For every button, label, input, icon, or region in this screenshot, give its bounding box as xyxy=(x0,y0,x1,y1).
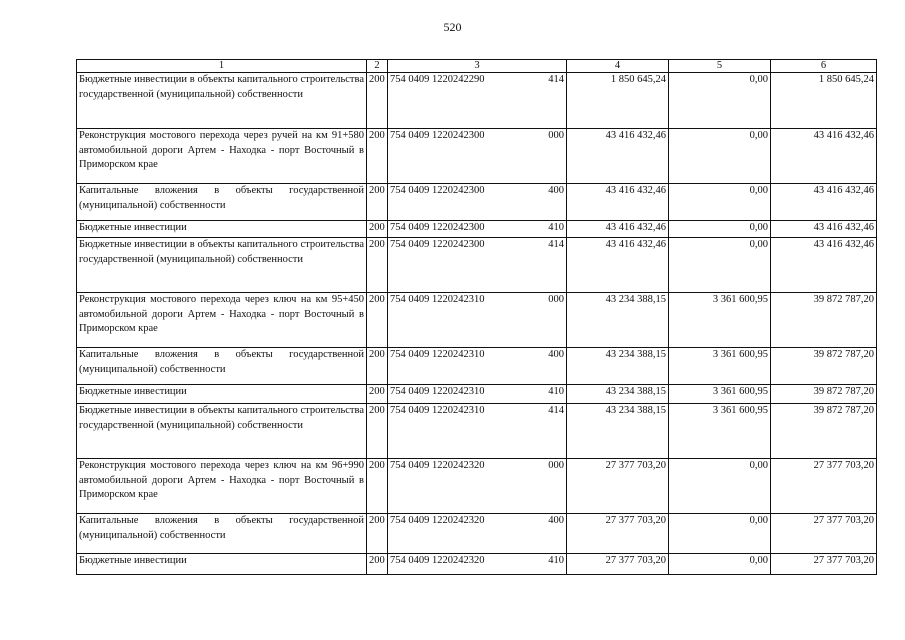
table-row xyxy=(77,385,877,404)
row-code-cell xyxy=(388,221,567,238)
row-kvr: 410 xyxy=(548,555,564,566)
row-code-cell xyxy=(388,554,567,575)
column-header-6: 6 xyxy=(771,60,877,73)
row-col6: 43 416 432,46 xyxy=(771,184,877,221)
row-col6: 43 416 432,46 xyxy=(771,238,877,293)
row-col6: 27 377 703,20 xyxy=(771,554,877,575)
row-name: Бюджетные инвестиции в объекты капитального строительства государственной (муниципальной) собственности xyxy=(77,404,367,459)
row-code-cell xyxy=(388,404,567,459)
table-row xyxy=(77,238,877,293)
row-col2: 200 xyxy=(367,514,388,554)
row-col6: 27 377 703,20 xyxy=(771,459,877,514)
row-code: 754 0409 1220242310 xyxy=(390,294,485,305)
row-col5: 0,00 xyxy=(669,73,771,129)
row-col4: 43 416 432,46 xyxy=(567,184,669,221)
row-col6: 1 850 645,24 xyxy=(771,73,877,129)
row-col2: 200 xyxy=(367,129,388,184)
row-col4: 43 416 432,46 xyxy=(567,238,669,293)
row-code-cell xyxy=(388,238,567,293)
row-code: 754 0409 1220242310 xyxy=(390,405,485,416)
row-name: Капитальные вложения в объекты государственной (муниципальной) собственности xyxy=(77,348,367,385)
row-code: 754 0409 1220242310 xyxy=(390,386,485,397)
row-name: Реконструкция мостового перехода через ключ на км 95+450 автомобильной дороги Артем - Находка - порт Восточный в Приморском крае xyxy=(77,293,367,348)
row-code: 754 0409 1220242300 xyxy=(390,239,485,250)
row-col4: 43 416 432,46 xyxy=(567,221,669,238)
row-kvr: 414 xyxy=(548,239,564,250)
row-col2: 200 xyxy=(367,554,388,575)
row-col2: 200 xyxy=(367,73,388,129)
row-col4: 27 377 703,20 xyxy=(567,459,669,514)
row-kvr: 400 xyxy=(548,515,564,526)
row-col4: 43 234 388,15 xyxy=(567,385,669,404)
row-name: Реконструкция мостового перехода через ключ на км 96+990 автомобильной дороги Артем - Находка - порт Восточный в Приморском крае xyxy=(77,459,367,514)
row-code-cell xyxy=(388,514,567,554)
column-header-5: 5 xyxy=(669,60,771,73)
row-col2: 200 xyxy=(367,221,388,238)
row-code: 754 0409 1220242320 xyxy=(390,515,485,526)
row-col5: 0,00 xyxy=(669,184,771,221)
row-name: Реконструкция мостового перехода через ручей на км 91+580 автомобильной дороги Артем - Находка - порт Восточный в Приморском крае xyxy=(77,129,367,184)
row-code: 754 0409 1220242320 xyxy=(390,460,485,471)
row-name: Бюджетные инвестиции в объекты капитального строительства государственной (муниципальной) собственности xyxy=(77,238,367,293)
row-col2: 200 xyxy=(367,293,388,348)
row-kvr: 000 xyxy=(548,294,564,305)
row-col6: 43 416 432,46 xyxy=(771,129,877,184)
row-col6: 43 416 432,46 xyxy=(771,221,877,238)
row-col6: 39 872 787,20 xyxy=(771,404,877,459)
row-name: Бюджетные инвестиции xyxy=(77,221,367,238)
table-row xyxy=(77,293,877,348)
row-col5: 3 361 600,95 xyxy=(669,293,771,348)
row-name: Капитальные вложения в объекты государственной (муниципальной) собственности xyxy=(77,184,367,221)
row-kvr: 414 xyxy=(548,405,564,416)
row-name: Бюджетные инвестиции xyxy=(77,554,367,575)
page-number: 520 xyxy=(443,20,462,34)
row-kvr: 400 xyxy=(548,349,564,360)
column-header-row xyxy=(77,60,877,73)
row-name: Бюджетные инвестиции xyxy=(77,385,367,404)
row-col2: 200 xyxy=(367,385,388,404)
row-col5: 0,00 xyxy=(669,238,771,293)
row-code-cell xyxy=(388,385,567,404)
row-code: 754 0409 1220242300 xyxy=(390,130,485,141)
row-col5: 3 361 600,95 xyxy=(669,404,771,459)
row-col4: 43 234 388,15 xyxy=(567,348,669,385)
row-code: 754 0409 1220242300 xyxy=(390,185,485,196)
row-col5: 3 361 600,95 xyxy=(669,348,771,385)
row-kvr: 000 xyxy=(548,460,564,471)
row-code-cell xyxy=(388,129,567,184)
row-col4: 43 234 388,15 xyxy=(567,293,669,348)
row-kvr: 414 xyxy=(548,74,564,85)
row-col2: 200 xyxy=(367,459,388,514)
column-header-3: 3 xyxy=(388,60,567,73)
row-kvr: 410 xyxy=(548,222,564,233)
row-name: Капитальные вложения в объекты государственной (муниципальной) собственности xyxy=(77,514,367,554)
table-row xyxy=(77,404,877,459)
row-col5: 0,00 xyxy=(669,514,771,554)
row-col4: 27 377 703,20 xyxy=(567,514,669,554)
column-header-4: 4 xyxy=(567,60,669,73)
row-code: 754 0409 1220242320 xyxy=(390,555,485,566)
row-code-cell xyxy=(388,73,567,129)
row-col5: 0,00 xyxy=(669,554,771,575)
row-code-cell xyxy=(388,184,567,221)
row-col6: 39 872 787,20 xyxy=(771,293,877,348)
row-col6: 39 872 787,20 xyxy=(771,385,877,404)
table-row xyxy=(77,73,877,129)
budget-table xyxy=(76,59,877,575)
table-row xyxy=(77,221,877,238)
row-kvr: 000 xyxy=(548,130,564,141)
row-col5: 0,00 xyxy=(669,459,771,514)
row-name: Бюджетные инвестиции в объекты капитального строительства государственной (муниципальной) собственности xyxy=(77,73,367,129)
table-row xyxy=(77,514,877,554)
row-col5: 0,00 xyxy=(669,129,771,184)
row-col5: 3 361 600,95 xyxy=(669,385,771,404)
row-code-cell xyxy=(388,293,567,348)
row-col4: 1 850 645,24 xyxy=(567,73,669,129)
row-col2: 200 xyxy=(367,348,388,385)
row-col4: 43 416 432,46 xyxy=(567,129,669,184)
row-col5: 0,00 xyxy=(669,221,771,238)
row-col2: 200 xyxy=(367,404,388,459)
row-code: 754 0409 1220242300 xyxy=(390,222,485,233)
table-row xyxy=(77,129,877,184)
table-body xyxy=(77,60,877,575)
table-row xyxy=(77,348,877,385)
row-code-cell xyxy=(388,348,567,385)
row-col2: 200 xyxy=(367,184,388,221)
table-row xyxy=(77,184,877,221)
table-row xyxy=(77,459,877,514)
row-col2: 200 xyxy=(367,238,388,293)
row-col4: 43 234 388,15 xyxy=(567,404,669,459)
column-header-1: 1 xyxy=(77,60,367,73)
row-col6: 39 872 787,20 xyxy=(771,348,877,385)
row-kvr: 410 xyxy=(548,386,564,397)
row-code: 754 0409 1220242310 xyxy=(390,349,485,360)
table-row xyxy=(77,554,877,575)
row-col4: 27 377 703,20 xyxy=(567,554,669,575)
row-kvr: 400 xyxy=(548,185,564,196)
row-code-cell xyxy=(388,459,567,514)
row-col6: 27 377 703,20 xyxy=(771,514,877,554)
column-header-2: 2 xyxy=(367,60,388,73)
row-code: 754 0409 1220242290 xyxy=(390,74,485,85)
